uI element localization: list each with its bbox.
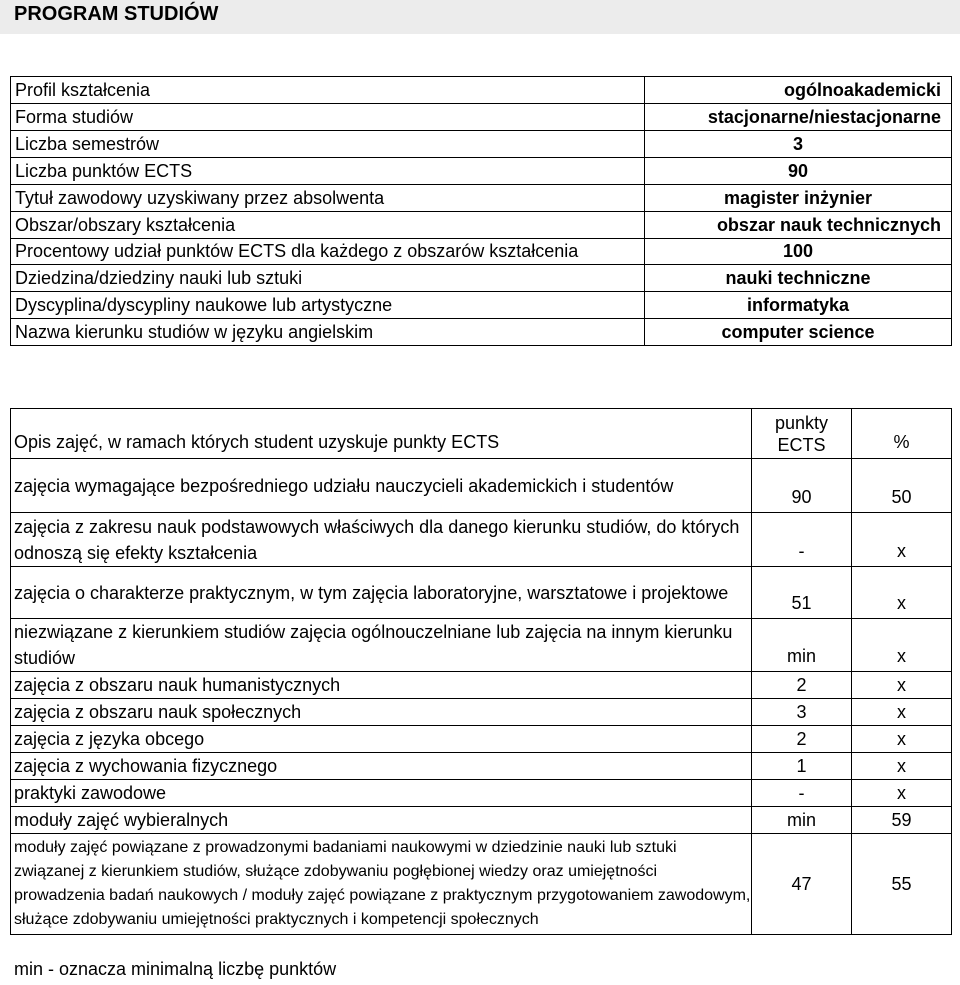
- row-ects: min: [752, 619, 852, 672]
- table-row: [11, 459, 952, 513]
- row-label: Liczba punktów ECTS: [11, 158, 645, 185]
- program-profile-table: [10, 76, 952, 346]
- table-row: [11, 753, 952, 780]
- table-row: [11, 807, 952, 834]
- table-row: [11, 699, 952, 726]
- row-value: computer science: [645, 319, 952, 346]
- table-row: [11, 292, 952, 319]
- row-label: zajęcia wymagające bezpośredniego udziału nauczycieli akademickich i studentów: [11, 459, 752, 513]
- row-ects: min: [752, 807, 852, 834]
- row-value: 90: [645, 158, 952, 185]
- table-row: [11, 834, 952, 935]
- table-row: [11, 319, 952, 346]
- table-row: [11, 185, 952, 212]
- row-label: Dyscyplina/dyscypliny naukowe lub artystyczne: [11, 292, 645, 319]
- header-percent: %: [852, 409, 952, 459]
- row-percent: x: [852, 726, 952, 753]
- row-percent: x: [852, 780, 952, 807]
- row-ects: 2: [752, 726, 852, 753]
- row-label: Profil kształcenia: [11, 77, 645, 104]
- row-percent: x: [852, 567, 952, 619]
- row-percent: 59: [852, 807, 952, 834]
- row-ects: -: [752, 513, 852, 567]
- row-ects: 2: [752, 672, 852, 699]
- row-value: informatyka: [645, 292, 952, 319]
- row-value: 100: [645, 239, 952, 265]
- row-ects: 90: [752, 459, 852, 513]
- row-value: obszar nauk technicznych: [645, 212, 952, 239]
- row-percent: x: [852, 699, 952, 726]
- page-title: PROGRAM STUDIÓW: [14, 3, 219, 25]
- table-row: [11, 212, 952, 239]
- row-label: praktyki zawodowe: [11, 780, 752, 807]
- table-row: [11, 104, 952, 131]
- row-percent: x: [852, 619, 952, 672]
- row-label: zajęcia o charakterze praktycznym, w tym zajęcia laboratoryjne, warsztatowe i projektowe: [11, 567, 752, 619]
- row-label: zajęcia z wychowania fizycznego: [11, 753, 752, 780]
- row-percent: x: [852, 753, 952, 780]
- row-label: zajęcia z obszaru nauk humanistycznych: [11, 672, 752, 699]
- row-label: Procentowy udział punktów ECTS dla każdego z obszarów kształcenia: [11, 239, 645, 265]
- row-value: magister inżynier: [645, 185, 952, 212]
- row-percent: x: [852, 672, 952, 699]
- header-description: Opis zajęć, w ramach których student uzyskuje punkty ECTS: [11, 409, 752, 459]
- row-label: Liczba semestrów: [11, 131, 645, 158]
- row-ects: 51: [752, 567, 852, 619]
- row-label: zajęcia z obszaru nauk społecznych: [11, 699, 752, 726]
- ects-table: [10, 408, 952, 935]
- row-value: ogólnoakademicki: [645, 77, 952, 104]
- table-row: [11, 672, 952, 699]
- row-percent: 55: [852, 834, 952, 935]
- row-label: zajęcia z języka obcego: [11, 726, 752, 753]
- table-row: [11, 567, 952, 619]
- table-row: [11, 265, 952, 292]
- header-ects: punkty ECTS: [752, 409, 852, 459]
- row-value: 3: [645, 131, 952, 158]
- row-value: nauki techniczne: [645, 265, 952, 292]
- row-label: Dziedzina/dziedziny nauki lub sztuki: [11, 265, 645, 292]
- row-value: stacjonarne/niestacjonarne: [645, 104, 952, 131]
- row-label: Nazwa kierunku studiów w języku angielskim: [11, 319, 645, 346]
- row-label: Obszar/obszary kształcenia: [11, 212, 645, 239]
- table-row: [11, 131, 952, 158]
- table-header-row: [11, 409, 952, 459]
- row-percent: x: [852, 513, 952, 567]
- row-ects: -: [752, 780, 852, 807]
- table-row: [11, 780, 952, 807]
- table-row: [11, 513, 952, 567]
- row-label: Forma studiów: [11, 104, 645, 131]
- table-row: [11, 726, 952, 753]
- footnote: min - oznacza minimalną liczbę punktów: [14, 959, 337, 979]
- table-row: [11, 619, 952, 672]
- header-bar: [0, 0, 960, 34]
- table-row: [11, 77, 952, 104]
- table-row: [11, 239, 952, 265]
- row-label: niezwiązane z kierunkiem studiów zajęcia ogólnouczelniane lub zajęcia na innym kierunku studiów: [11, 619, 752, 672]
- row-label: Tytuł zawodowy uzyskiwany przez absolwenta: [11, 185, 645, 212]
- row-percent: 50: [852, 459, 952, 513]
- row-label: moduły zajęć powiązane z prowadzonymi badaniami naukowymi w dziedzinie nauki lub sztuki związanej z kierunkiem studiów, służące zdobywaniu pogłębionej wiedzy oraz umiejętności prowadzenia badań naukowych / moduły zajęć powiązane z praktycznym przygotowaniem zawodowym, służące zdobywaniu umiejętności praktycznych i kompetencji społecznych: [11, 834, 752, 935]
- row-label: moduły zajęć wybieralnych: [11, 807, 752, 834]
- table-row: [11, 158, 952, 185]
- row-ects: 1: [752, 753, 852, 780]
- row-ects: 3: [752, 699, 852, 726]
- row-ects: 47: [752, 834, 852, 935]
- row-label: zajęcia z zakresu nauk podstawowych właściwych dla danego kierunku studiów, do których odnoszą się efekty kształcenia: [11, 513, 752, 567]
